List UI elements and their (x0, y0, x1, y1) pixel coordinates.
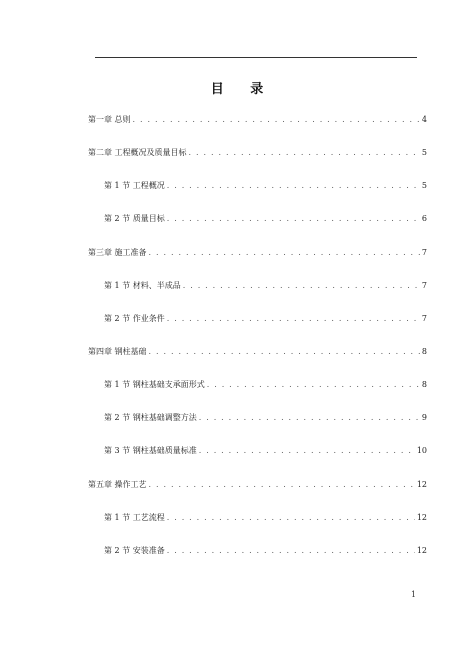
toc-entry-page: 12 (416, 546, 427, 555)
toc-entry-page: 7 (421, 314, 427, 323)
header-rule (95, 57, 417, 58)
toc-entry-chapter-3[interactable] (88, 247, 427, 259)
toc-entry-page: 10 (416, 446, 427, 455)
toc-entry-page: 7 (421, 281, 427, 290)
toc-entry-chapter-2-section-2[interactable] (104, 213, 427, 225)
dot-leader (167, 313, 420, 325)
dot-leader (167, 545, 415, 557)
toc-entry-label: 第一章 总则 (88, 115, 131, 124)
toc-entry-page: 12 (416, 513, 427, 522)
toc-entry-label: 第二章 工程概况及质量目标 (88, 148, 187, 157)
dot-leader (167, 213, 420, 225)
toc-entry-label: 第 1 节 工艺流程 (104, 513, 165, 522)
dot-leader (133, 114, 420, 126)
dot-leader (149, 479, 415, 491)
dot-leader (199, 445, 415, 457)
toc-entry-page: 6 (421, 214, 427, 223)
toc-entry-chapter-2-section-1[interactable] (104, 180, 427, 192)
toc-entry-label: 第 2 节 钢柱基础调整方法 (104, 413, 197, 422)
toc-entry-chapter-4-section-2[interactable] (104, 412, 427, 424)
toc-entry-page: 12 (416, 480, 427, 489)
dot-leader (167, 512, 415, 524)
toc-entry-page: 5 (421, 181, 427, 190)
toc-entry-chapter-4[interactable] (88, 346, 427, 358)
toc-title: 目 录 (210, 82, 275, 97)
toc-entry-label: 第 1 节 工程概况 (104, 181, 165, 190)
dot-leader (183, 280, 420, 292)
dot-leader (199, 412, 420, 424)
toc-entry-label: 第 2 节 安装准备 (104, 546, 165, 555)
toc-entry-chapter-2[interactable] (88, 147, 427, 159)
toc-entry-chapter-4-section-3[interactable] (104, 445, 427, 457)
toc-entry-page: 8 (421, 380, 427, 389)
toc-entry-label: 第 1 节 钢柱基础支承面形式 (104, 380, 205, 389)
toc-entry-label: 第三章 施工准备 (88, 248, 147, 257)
dot-leader (167, 180, 420, 192)
toc-entry-label: 第 2 节 作业条件 (104, 314, 165, 323)
toc-entry-label: 第四章 钢柱基础 (88, 347, 147, 356)
toc-entry-chapter-1[interactable] (88, 114, 427, 126)
dot-leader (189, 147, 420, 159)
toc-entry-chapter-5-section-2[interactable] (104, 545, 427, 557)
toc-entry-page: 8 (421, 347, 427, 356)
page-number: 1 (411, 590, 417, 599)
toc-entry-page: 7 (421, 248, 427, 257)
toc-entry-label: 第五章 操作工艺 (88, 480, 147, 489)
dot-leader (207, 379, 420, 391)
dot-leader (149, 346, 420, 358)
toc-entry-page: 5 (421, 148, 427, 157)
toc-entry-label: 第 2 节 质量目标 (104, 214, 165, 223)
toc-entry-page: 9 (421, 413, 427, 422)
dot-leader (149, 247, 420, 259)
toc-entry-page: 4 (421, 115, 427, 124)
toc-entry-chapter-3-section-1[interactable] (104, 280, 427, 292)
toc-entry-chapter-5[interactable] (88, 479, 427, 491)
toc-entry-label: 第 3 节 钢柱基础质量标准 (104, 446, 197, 455)
toc-entry-chapter-5-section-1[interactable] (104, 512, 427, 524)
toc-entry-chapter-4-section-1[interactable] (104, 379, 427, 391)
toc-entry-chapter-3-section-2[interactable] (104, 313, 427, 325)
toc-entry-label: 第 1 节 材料、半成品 (104, 281, 181, 290)
